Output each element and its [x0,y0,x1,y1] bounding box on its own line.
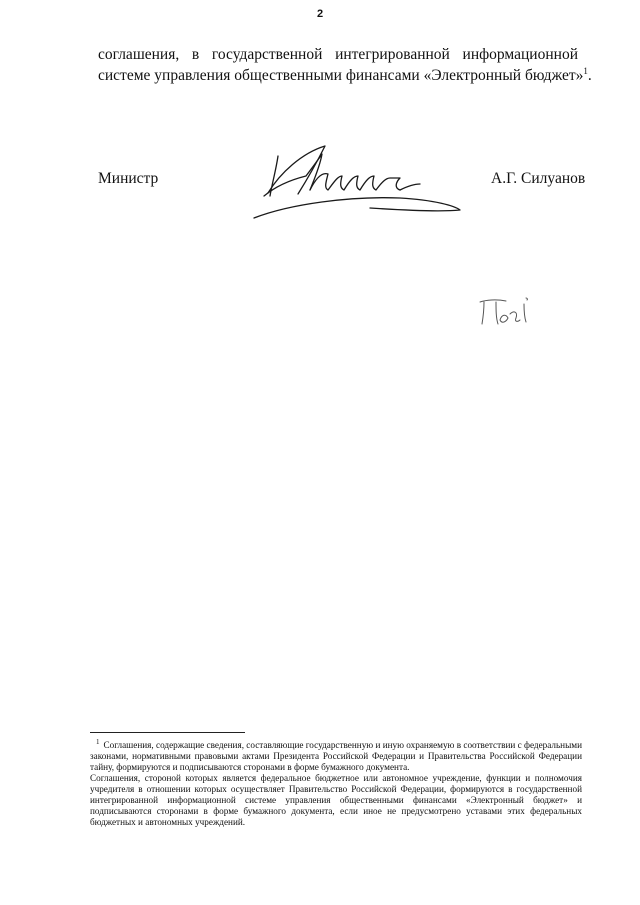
body-paragraph [98,44,592,86]
body-line-2-end: . [587,67,592,84]
footnote-mark: 1 [96,737,100,746]
footnote-2: Соглашения, стороной которых является федеральное бюджетное или автономное учреждение, функции и полномочия учредителя в отношении которых осуществляет Правительство Российской Федерации, формируются в государственной интегрированной информационной системе управления общественными финансами «Электронный бюджет» и подписываются сторонами в форме бумажного документа, если иное не предусмотрено уставами этих федеральных бюджетных и автономных учреждений. [90,773,582,827]
page-number: 2 [316,8,324,20]
footnotes [90,737,582,828]
footnote-reference: 1 [583,65,588,76]
footnote-1 [90,737,582,773]
footnote-separator [90,732,245,733]
footnote-1-text: Соглашения, содержащие сведения, составляющие государственную и иную охраняемую в соответствии с федеральными законами, нормативными правовыми актами Президента Российской Федерации и Правительства Российской Федерации тайну, формируются и подписываются сторонами в форме бумажного документа. [90,740,582,772]
body-line-1: соглашения, в государственной интегрированной информационной [98,46,578,63]
signer-position: Министр [98,170,159,187]
body-line-2 [98,65,592,86]
signer-name: А.Г. Силуанов [491,170,586,187]
handwritten-signature [250,138,465,226]
body-line-2-text: системе управления общественными финансами «Электронный бюджет» [98,67,584,84]
handwritten-initials [476,292,534,332]
